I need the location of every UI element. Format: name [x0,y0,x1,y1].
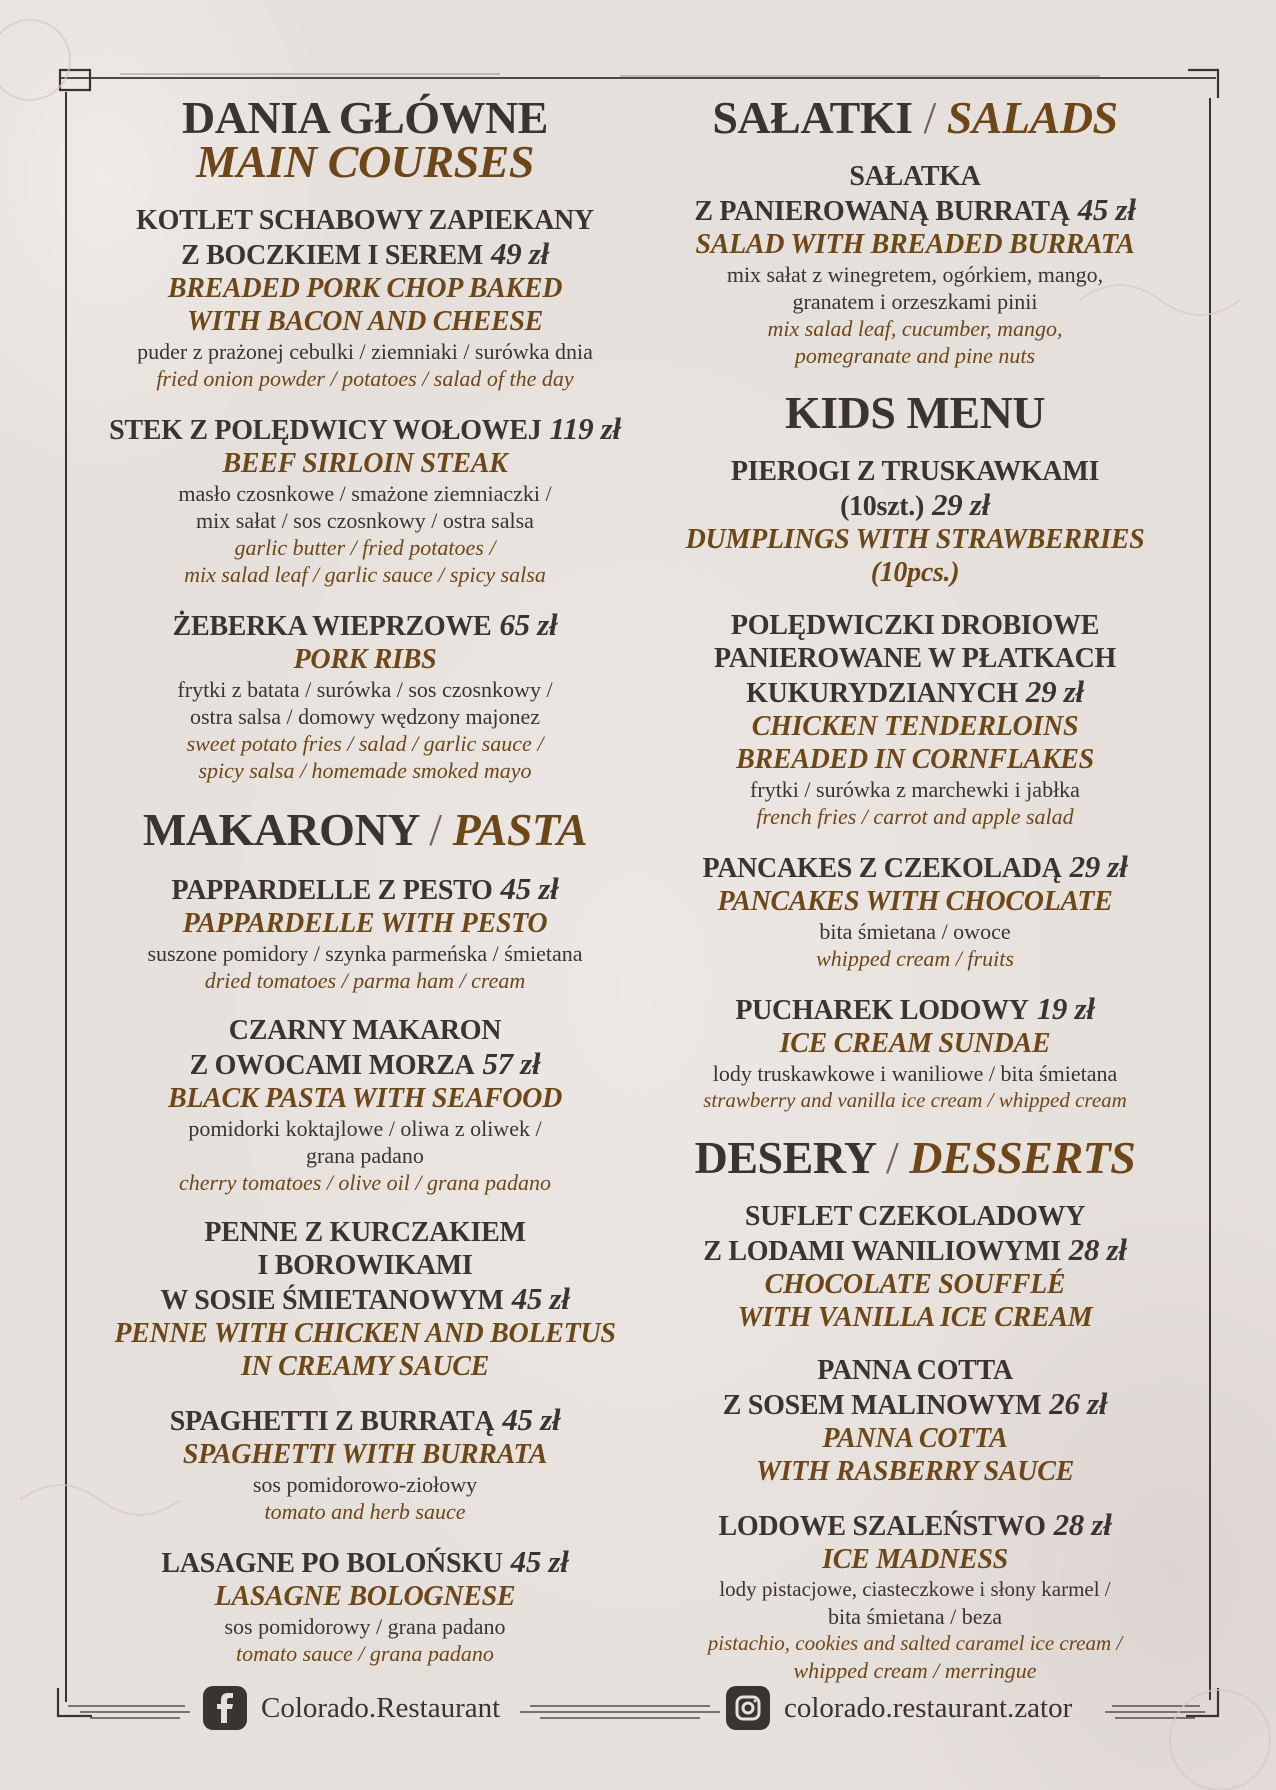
left-column [70,92,660,1667]
item-price: 29 zł [1069,849,1128,884]
item-name-en: IN CREAMY SAUCE [240,1351,490,1382]
item-description-en: pomegranate and pine nuts [794,343,1036,368]
item-description-en: tomato and herb sauce [264,1499,466,1524]
item-name-pl: POLĘDWICZKI DROBIOWE [730,610,1100,641]
item-description-en: whipped cream / fruits [816,946,1014,971]
item-price: 28 zł [1053,1507,1112,1542]
right-column [665,92,1165,1684]
item-description-pl: suszone pomidory / szynka parmeńska / śmietana [147,941,583,966]
item-description-pl: bita śmietana / beza [827,1604,1003,1629]
item-name-en: PORK RIBS [293,644,437,675]
title-separator: / [923,92,936,143]
title-pl: MAKARONY [142,804,419,855]
section-title [70,804,660,855]
instagram-link[interactable] [726,1686,1072,1730]
item-price: 29 zł [1025,674,1084,709]
item-price: 19 zł [1036,991,1095,1026]
menu-item [70,1403,660,1525]
item-name-pl: W SOSIE ŚMIETANOWYM [160,1285,504,1316]
item-name-pl: PENNE Z KURCZAKIEM [204,1217,526,1248]
item-price: 45 zł [510,1544,569,1579]
item-name-pl: PANNA COTTA [817,1355,1013,1386]
menu-item [70,1545,660,1667]
title-en: PASTA [452,804,588,855]
facebook-handle: Colorado.Restaurant [261,1691,501,1724]
instagram-icon [726,1686,770,1730]
kids-menu-section [665,387,1165,1114]
title-en: SALADS [946,92,1118,143]
menu-item [70,1014,660,1196]
item-price: 119 zł [549,411,621,446]
item-name-en: BLACK PASTA WITH SEAFOOD [167,1083,562,1114]
item-description-en: whipped cream / merringue [793,1658,1037,1683]
section-title [665,1132,1165,1183]
facebook-link[interactable] [203,1686,500,1730]
item-description-pl: frytki z batata / surówka / sos czosnkowy / [177,677,553,702]
menu-item [665,1200,1165,1334]
item-name-pl: CZARNY MAKARON [228,1015,502,1046]
menu-item [665,609,1165,830]
title-pl: DESERY [694,1132,875,1183]
item-price: 29 zł [931,487,990,522]
item-name-pl: Z PANIEROWANĄ BURRATĄ [694,196,1070,227]
item-name-pl: (10szt.) [840,491,924,522]
menu-item [665,850,1165,972]
item-name-en: (10pcs.) [870,557,960,588]
item-description-en: mix salad leaf / garlic sauce / spicy salsa [184,562,546,587]
item-price: 45 zł [502,1402,561,1437]
item-description-pl: mix sałat / sos czosnkowy / ostra salsa [196,508,534,533]
item-description-pl: lody truskawkowe i waniliowe / bita śmietana [712,1061,1118,1086]
item-description-pl: sos pomidorowy / grana padano [224,1614,506,1639]
item-description-pl: lody pistacjowe, ciasteczkowe i słony karmel / [719,1577,1111,1601]
item-name-en: BREADED IN CORNFLAKES [736,744,1094,775]
item-description-en: garlic butter / fried potatoes / [234,535,496,560]
item-name-en: WITH BACON AND CHEESE [187,306,543,337]
item-description-pl: grana padano [306,1143,424,1168]
item-description-en: strawberry and vanilla ice cream / whipped cream [703,1088,1127,1112]
item-price: 57 zł [482,1046,541,1081]
facebook-icon [203,1686,247,1730]
item-name-pl: STEK Z POLĘDWICY WOŁOWEJ [109,415,542,446]
item-name-en: BEEF SIRLOIN STEAK [222,448,508,479]
item-description-pl: pomidorki koktajlowe / oliwa z oliwek / [188,1116,542,1141]
item-name-pl: PANCAKES Z CZEKOLADĄ [702,853,1062,884]
item-name-pl: I BOROWIKAMI [257,1250,473,1281]
item-name-pl: SAŁATKA [849,161,981,192]
item-name-en: WITH VANILLA ICE CREAM [737,1302,1093,1333]
item-description-en: tomato sauce / grana padano [236,1641,494,1666]
item-description-en: sweet potato fries / salad / garlic sauce / [186,731,544,756]
menu-item [70,608,660,784]
main-courses-section [70,92,660,784]
menu-item [665,1508,1165,1684]
item-name-en: PANNA COTTA [822,1423,1008,1454]
item-name-pl: SUFLET CZEKOLADOWY [744,1201,1086,1232]
title-separator: / [885,1132,899,1183]
item-price: 45 zł [511,1281,570,1316]
item-name-pl: ŻEBERKA WIEPRZOWE [172,611,492,642]
item-description-pl: bita śmietana / owoce [819,919,1011,944]
item-price: 49 zł [490,236,549,271]
menu-item [665,1354,1165,1488]
item-price: 65 zł [499,607,558,642]
item-price: 45 zł [500,871,559,906]
title-pl: DANIA GŁÓWNE [182,92,548,143]
menu-item [665,160,1165,369]
item-description-pl: puder z prażonej cebulki / ziemniaki / surówka dnia [137,339,593,364]
item-name-pl: LASAGNE PO BOLOŃSKU [161,1548,503,1579]
item-name-pl: Z SOSEM MALINOWYM [722,1390,1042,1421]
item-name-en: PAPPARDELLE WITH PESTO [182,908,548,939]
menu-item [70,412,660,588]
title-separator: / [429,804,442,855]
section-title [70,92,660,187]
item-description-en: cherry tomatoes / olive oil / grana padano [178,1170,552,1195]
item-description-pl: mix sałat z winegretem, ogórkiem, mango, [726,262,1104,287]
item-description-pl: granatem i orzeszkami pinii [792,289,1038,314]
item-name-en: CHICKEN TENDERLOINS [751,711,1079,742]
item-name-pl: Z LODAMI WANILIOWYMI [703,1236,1061,1267]
item-price: 28 zł [1068,1232,1127,1267]
menu-item [70,1216,660,1383]
item-name-pl: PUCHAREK LODOWY [735,995,1029,1026]
item-price: 26 zł [1049,1386,1108,1421]
item-name-en: PENNE WITH CHICKEN AND BOLETUS [114,1318,616,1349]
item-price: 45 zł [1077,192,1136,227]
item-name-pl: Z OWOCAMI MORZA [189,1050,475,1081]
item-description-pl: ostra salsa / domowy wędzony majonez [189,704,541,729]
item-description-pl: masło czosnkowe / smażone ziemniaczki / [178,481,552,506]
item-description-pl: sos pomidorowo-ziołowy [252,1472,478,1497]
title-en: DESSERTS [909,1132,1136,1183]
item-description-pl: frytki / surówka z marchewki i jabłka [750,777,1080,802]
item-name-pl: LODOWE SZALEŃSTWO [718,1511,1046,1542]
menu-item [70,204,660,392]
pasta-section [70,804,660,1667]
item-name-en: BREADED PORK CHOP BAKED [167,273,563,304]
item-name-en: SALAD WITH BREADED BURRATA [695,229,1135,260]
item-description-en: mix salad leaf, cucumber, mango, [767,316,1063,341]
item-name-pl: KOTLET SCHABOWY ZAPIEKANY [136,205,594,236]
item-name-en: ICE CREAM SUNDAE [779,1028,1051,1059]
section-title [665,387,1165,438]
item-description-en: spicy salsa / homemade smoked mayo [198,758,532,783]
item-description-en: fried onion powder / potatoes / salad of the day [156,366,574,391]
menu-item [665,455,1165,589]
title: KIDS MENU [784,387,1046,438]
item-name-en: PANCAKES WITH CHOCOLATE [717,886,1113,917]
menu-item [70,872,660,994]
item-name-pl: PANIEROWANE W PŁATKACH [713,643,1117,674]
item-name-pl: Z BOCZKIEM I SEREM [181,240,483,271]
desserts-section [665,1132,1165,1684]
instagram-handle: colorado.restaurant.zator [784,1691,1073,1724]
item-name-en: SPAGHETTI WITH BURRATA [182,1439,548,1470]
item-name-pl: KUKURYDZIANYCH [746,678,1018,709]
title-pl: SAŁATKI [712,92,913,143]
item-name-pl: PAPPARDELLE Z PESTO [171,875,493,906]
menu-item [665,992,1165,1114]
item-name-en: ICE MADNESS [822,1544,1008,1575]
item-name-en: DUMPLINGS WITH STRAWBERRIES [685,524,1145,555]
item-name-en: WITH RASBERRY SAUCE [756,1456,1074,1487]
section-title [665,92,1165,143]
item-name-en: LASAGNE BOLOGNESE [214,1581,516,1612]
item-description-en: dried tomatoes / parma ham / cream [204,968,526,993]
item-description-en: french fries / carrot and apple salad [756,804,1074,829]
item-name-pl: PIEROGI Z TRUSKAWKAMI [730,456,1100,487]
item-name-pl: SPAGHETTI Z BURRATĄ [169,1406,495,1437]
item-description-en: pistachio, cookies and salted caramel ice cream / [707,1631,1123,1655]
salads-section [665,92,1165,369]
item-name-en: CHOCOLATE SOUFFLÉ [764,1269,1066,1300]
title-en: MAIN COURSES [196,136,534,187]
